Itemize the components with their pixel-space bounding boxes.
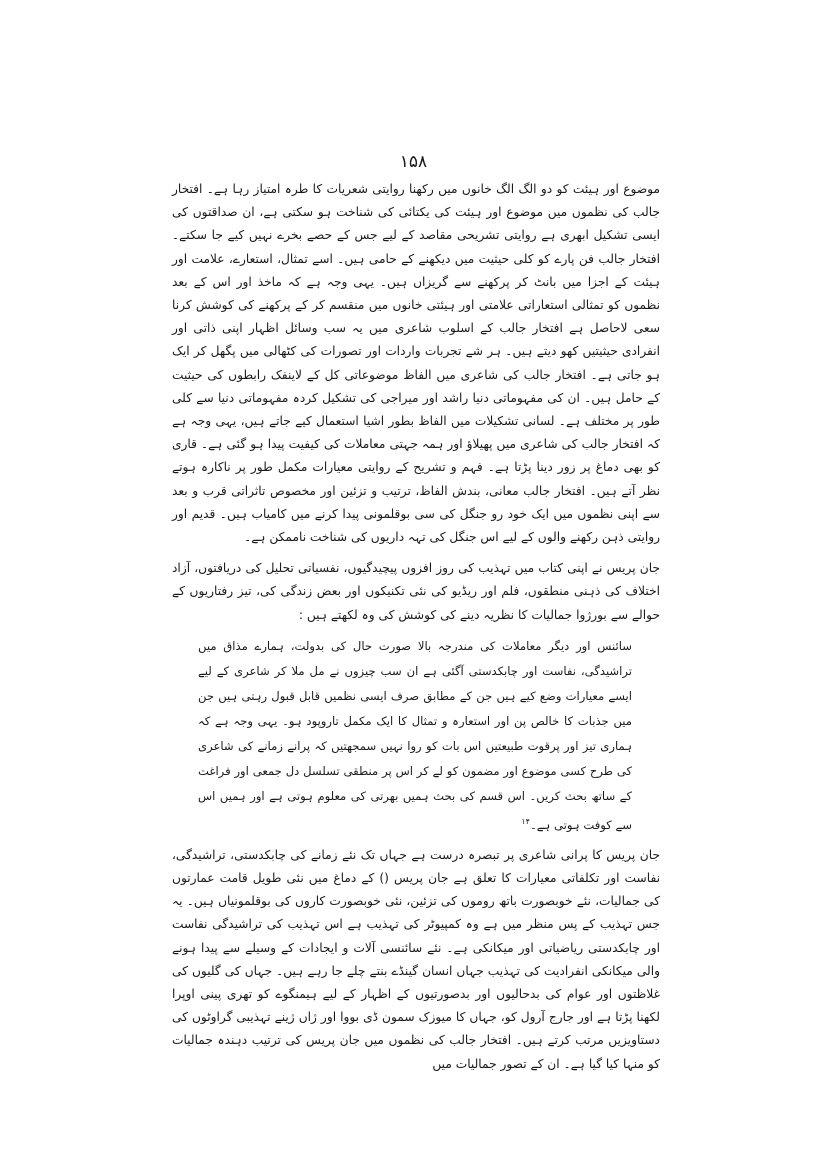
body-paragraph: جان پریس نے اپنی کتاب میں تہذیب کی روز افزوں پیچیدگیوں، نفسیاتی تحلیل کی دریافتوں، آزاد اختلاف کی ذہنی منطقوں، فلم اور ریڈیو کی نئی تکنیکوں اور بعض زندگی کی، تیز رفتاریوں کے حوالے سے بورژوا جمالیات کا نظریہ دینے کی کوشش کی وہ لکھتے ہیں : <box>172 561 660 622</box>
block-quote-text: سائنس اور دیگر معاملات کی مندرجہ بالا صورت حال کی بدولت، ہمارے مذاق میں تراشیدگی، نفاست اور چابکدستی آگئی ہے ان سب چیزوں نے مل ملا کر شاعری کے لیے ایسے معیارات وضع کیے ہیں جن کے مطابق صرف ایسی نظمیں قابل قبول رہتی ہیں جن میں جذبات کا خالص پن اور استعارہ و تمثال کا ایک مکمل تاروپود ہو۔ یہی وجہ ہے کہ ہماری تیز اور پرقوت طبیعتیں اس بات کو روا نہیں سمجھتیں کہ پرانے زمانے کی شاعری کی طرح کسی موضوع اور مضمون کو لے کر اس پر منطقی تسلسل دل جمعی اور فراغت کے ساتھ بحث کریں۔ اس قسم کی بحث ہمیں بھرتی کی معلوم ہوتی ہے اور ہمیں اس سے کوفت ہوتی ہے۔ <box>198 638 632 832</box>
body-paragraph: جان پریس کا پرانی شاعری پر تبصرہ درست ہے جہاں تک نئے زمانے کی چابکدستی، تراشیدگی، نفاست اور تکلفاتی معیارات کا تعلق ہے جان پریس () کے دماغ میں نئی طویل قامت عمارتوں کی جمالیات، نئے خوبصورت باتھ روموں کی تزئین، نئی خوبصورت کاروں کی بوقلمونیاں ہیں۔ یہ جس تہذیب کے پس منظر میں ہے وہ کمپیوٹر کی تہذیب ہے اس تہذیب کی تراشیدگی نفاست اور چابکدستی ریاضیاتی اور میکانکی ہے۔ نئے سائنسی آلات و ایجادات کے وسیلے سے پیدا ہونے والی میکانکی انفرادیت کی تہذیب جہاں انسان گینڈے بنتے چلے جا رہے ہیں۔ جہاں کی گلیوں کی غلاظتوں اور عوام کی بدحالیوں اور بدصورتیوں کے اظہار کے لیے ہیمنگوے کو تھری پینی اوپرا لکھنا پڑتا ہے اور جارج آرول کو، جہاں کا میوزک سمون ڈی بووا اور ژاں ژینے تہذیبی گراوٹوں کی دستاویزیں مرتب کرتے ہیں۔ افتخار جالب کی نظموں میں جان پریس کی ترتیب دہندہ جمالیات کو منہا کیا گیا ہے۔ ان کے تصور جمالیات میں <box>172 847 660 1071</box>
page-body <box>172 178 660 1076</box>
page-number: ۱۵۸ <box>399 152 428 172</box>
body-paragraph: موضوع اور ہیئت کو دو الگ الگ خانوں میں رکھنا روایتی شعریات کا طرہ امتیاز رہا ہے۔ افتخار جالب کی نظموں میں موضوع اور ہیئت کی یکتائی کی شناخت ہو سکتی ہے، ان صداقتوں کی ایسی تشکیل ابھری ہے روایتی تشریحی مقاصد کے لیے جس کے حصے بخرے نہیں کیے جا سکتے۔ افتخار جالب فن پارے کو کلی حیثیت میں دیکھنے کے حامی ہیں۔ اسے تمثال، استعارے، علامت اور ہیئت کے اجزا میں بانٹ کر پرکھنے سے گریزاں ہیں۔ یہی وجہ ہے کہ ماخذ اور اس کے بعد نظموں کو تمثالی استعاراتی علامتی اور ہیئتی خانوں میں منقسم کر کے پرکھنے کی کوشش کرنا سعی لاحاصل ہے افتخار جالب کے اسلوب شاعری میں یہ سب وسائل اظہار اپنی ذاتی اور انفرادی حیثیتیں کھو دیتے ہیں۔ ہر شے تجربات واردات اور تصورات کی کٹھالی میں پگھل کر ایک ہو جاتی ہے۔ افتخار جالب کی شاعری میں الفاظ موضوعاتی کل کے لاینفک رابطوں کی حیثیت کے حامل ہیں۔ ان کی مفہوماتی دنیا راشد اور میراجی کی تشکیل کردہ مفہوماتی دنیا سے کلی طور پر مختلف ہے۔ لسانی تشکیلات میں الفاظ بطور اشیا استعمال کیے جاتے ہیں، یہی وجہ ہے کہ افتخار جالب کی شاعری میں پھیلاؤ اور ہمہ جہتی معاملات کی کیفیت پیدا ہو گئی ہے۔ قاری کو بھی دماغ پر زور دینا پڑتا ہے۔ فہم و تشریح کے روایتی معیارات مکمل طور پر ناکارہ ہوتے نظر آتے ہیں۔ افتخار جالب معانی، بندش الفاظ، ترتیب و تزئین اور مخصوص تاثراتی قرب و بعد سے اپنی نظموں میں ایک خود رو جنگل کی سی بوقلمونی پیدا کرنے میں کامیاب ہیں۔ قدیم اور روایتی ذہن رکھنے والوں کے لیے اس جنگل کی تہہ داریوں کی شناخت ناممکن ہے۔ <box>172 182 660 545</box>
footnote-marker: ۱۴ <box>521 816 530 826</box>
block-quote <box>198 634 632 838</box>
